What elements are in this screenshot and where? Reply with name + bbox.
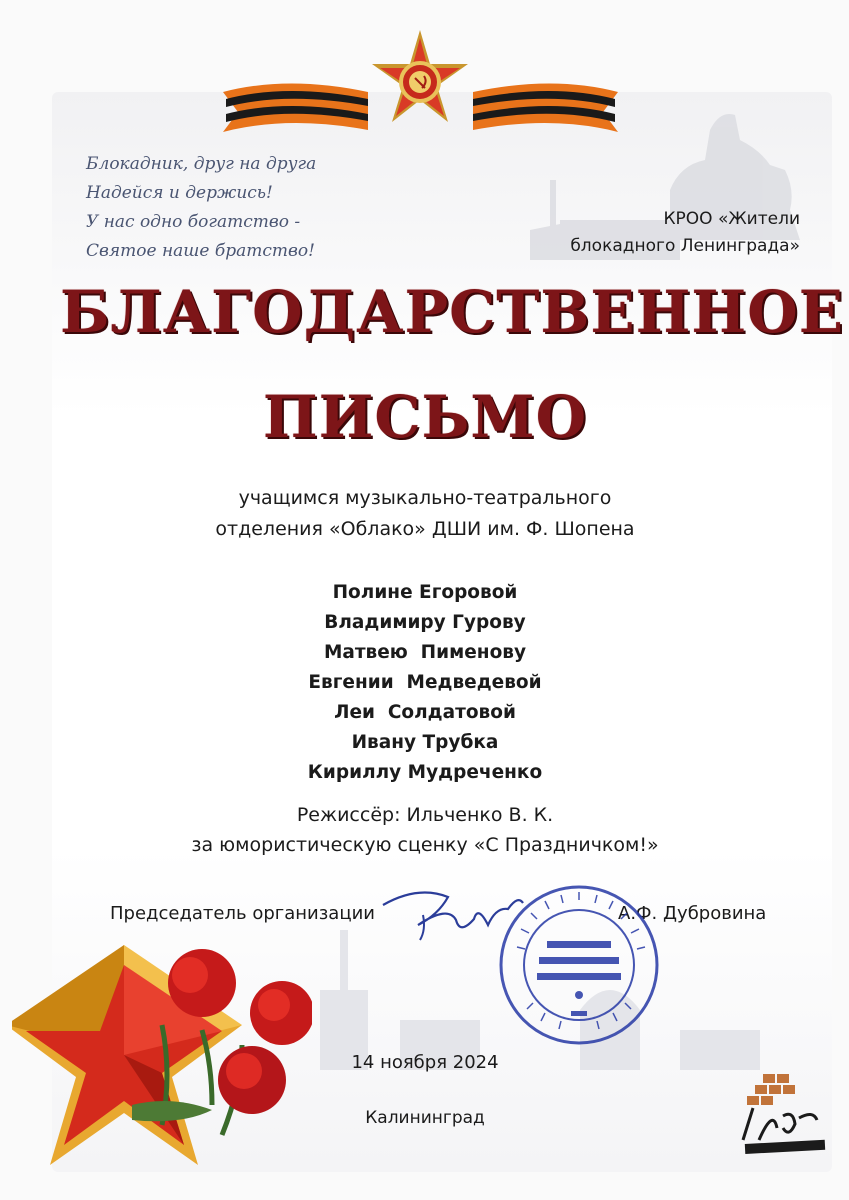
poem-line: Блокадник, друг на друга — [86, 154, 317, 174]
publisher-logo — [733, 1068, 833, 1158]
organization-line: КРОО «Жители — [663, 209, 800, 229]
letter-title: БЛАГОДАРСТВЕННОЕ — [60, 278, 844, 346]
director-line: Режиссёр: Ильченко В. К. — [296, 804, 554, 826]
issue-city: Калининград — [365, 1108, 485, 1128]
recipient-name: Владимиру Гурову — [324, 612, 526, 633]
organization-name — [560, 206, 800, 260]
recipient-intro-line: отделения «Облако» ДШИ им. Ф. Шопена — [215, 518, 635, 540]
issue-date: 14 ноября 2024 — [351, 1052, 499, 1073]
recipient-name: Полине Егоровой — [332, 582, 518, 603]
st-george-ribbon-emblem — [218, 30, 623, 140]
order-of-patriotic-war-icon — [372, 30, 468, 122]
recipient-name: Кириллу Мудреченко — [307, 762, 543, 783]
poem-line: Святое наше братство! — [86, 241, 315, 261]
signature-position: Председатель организации — [110, 903, 375, 924]
organization-line: блокадного Ленинграда» — [570, 236, 800, 256]
letter-title-second-line: ПИСЬМО — [262, 383, 588, 451]
recipient-names — [160, 578, 690, 788]
poem-line: У нас одно богатство - — [86, 212, 301, 232]
reason-line: за юмористическую сценку «С Праздничком!» — [191, 834, 659, 856]
blockade-poem — [86, 150, 326, 266]
red-star-carnations — [12, 935, 312, 1180]
recipient-name: Леи Солдатовой — [334, 702, 516, 723]
recipient-name: Ивану Трубка — [351, 732, 499, 753]
recipient-intro — [120, 483, 730, 545]
organization-stamp — [497, 883, 662, 1048]
recipient-name: Евгении Медведевой — [308, 672, 542, 693]
recipient-intro-line: учащимся музыкально-театрального — [238, 487, 612, 509]
signer-name: А.Ф. Дубровина — [618, 903, 767, 924]
recipient-name: Матвею Пименову — [323, 642, 527, 663]
poem-line: Надейся и держись! — [86, 183, 273, 203]
